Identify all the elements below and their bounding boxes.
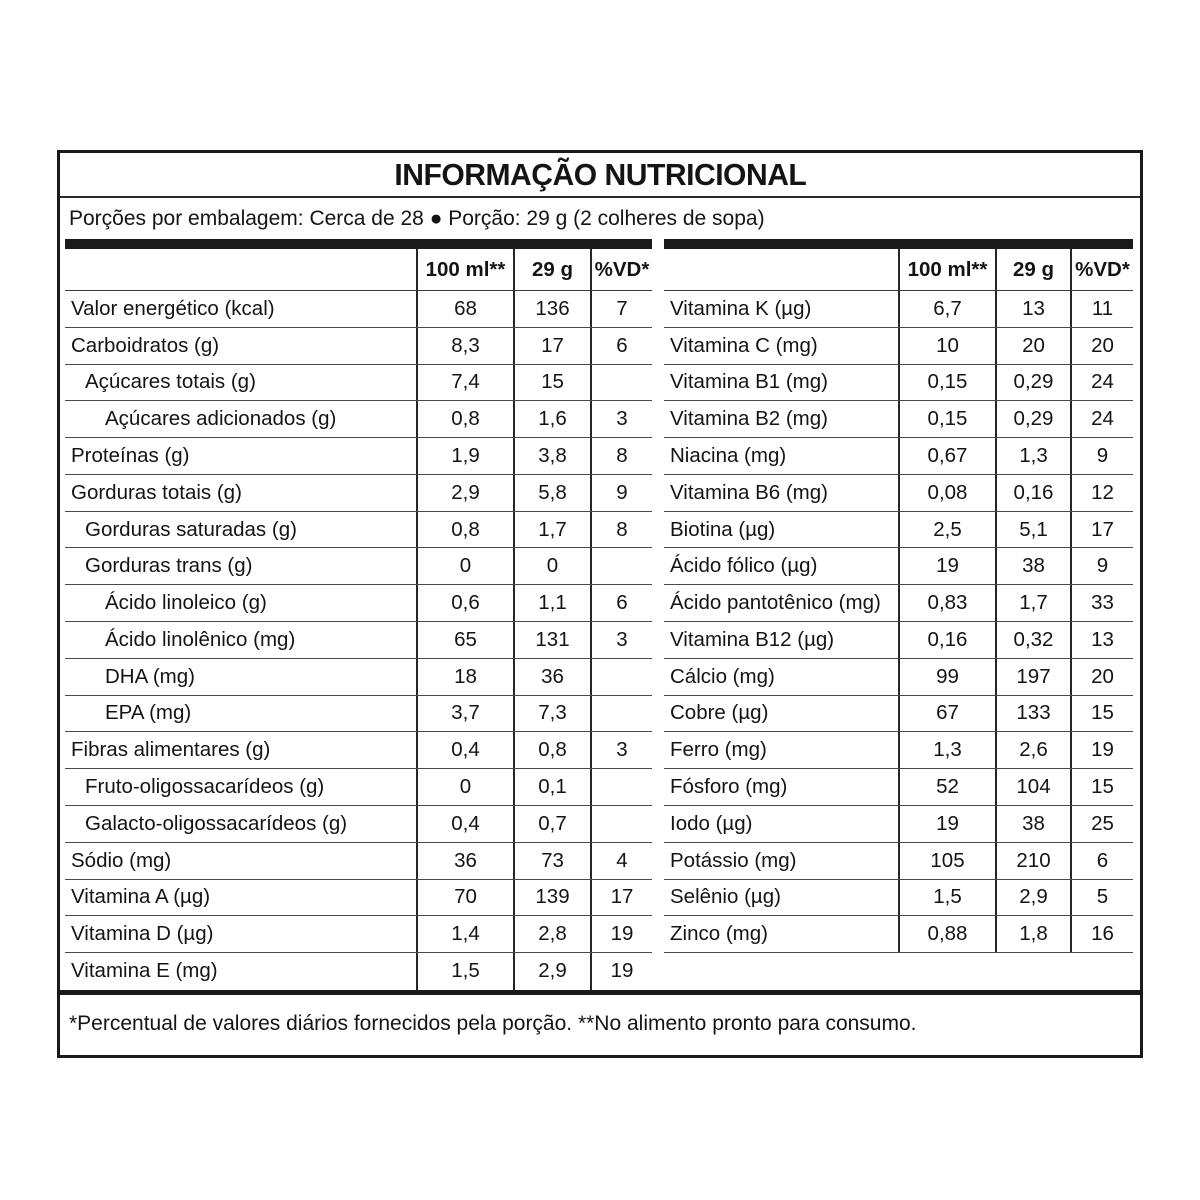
value-vd: 19 — [1070, 732, 1133, 768]
column-header-29g: 29 g — [995, 249, 1070, 290]
servings-line: Porções por embalagem: Cerca de 28 ● Porção: 29 g (2 colheres de sopa) — [69, 206, 765, 230]
nutrient-label: Vitamina K (µg) — [670, 296, 812, 320]
nutrient-label: Vitamina B2 (mg) — [670, 407, 828, 431]
value-100ml: 105 — [898, 843, 995, 879]
nutrient-label: Ácido fólico (µg) — [670, 554, 818, 578]
value-29g: 2,9 — [995, 880, 1070, 916]
value-100ml: 70 — [416, 880, 513, 916]
value-vd: 19 — [590, 953, 652, 990]
value-29g: 17 — [513, 328, 590, 364]
nutrient-label: Ácido linoleico (g) — [105, 591, 267, 615]
nutrient-label: Selênio (µg) — [670, 885, 781, 909]
value-29g: 0,32 — [995, 622, 1070, 658]
value-100ml: 1,5 — [416, 953, 513, 990]
value-100ml: 65 — [416, 622, 513, 658]
value-29g: 15 — [513, 365, 590, 401]
value-100ml: 0,67 — [898, 438, 995, 474]
value-100ml: 52 — [898, 769, 995, 805]
value-100ml: 6,7 — [898, 291, 995, 327]
value-vd — [590, 365, 652, 401]
nutrition-tables — [60, 239, 1140, 990]
table-row — [664, 696, 1133, 733]
nutrient-label: Ácido pantotênico (mg) — [670, 591, 881, 615]
column-header-29g: 29 g — [513, 249, 590, 290]
table-row — [65, 622, 652, 659]
nutrient-label: Açúcares totais (g) — [85, 370, 256, 394]
value-29g: 2,9 — [513, 953, 590, 990]
value-vd: 3 — [590, 401, 652, 437]
nutrient-label: Iodo (µg) — [670, 811, 753, 835]
column-header-100ml: 100 ml** — [416, 249, 513, 290]
nutrient-label: Açúcares adicionados (g) — [105, 407, 337, 431]
value-vd: 3 — [590, 732, 652, 768]
value-29g: 0,8 — [513, 732, 590, 768]
value-100ml: 0,83 — [898, 585, 995, 621]
value-vd — [590, 659, 652, 695]
value-vd — [590, 806, 652, 842]
value-vd: 9 — [590, 475, 652, 511]
table-row — [664, 806, 1133, 843]
value-29g: 2,6 — [995, 732, 1070, 768]
value-vd: 9 — [1070, 438, 1133, 474]
nutrition-table-left — [65, 239, 652, 990]
value-vd: 19 — [590, 916, 652, 952]
value-29g: 1,7 — [513, 512, 590, 548]
value-100ml: 0,8 — [416, 401, 513, 437]
value-29g: 131 — [513, 622, 590, 658]
table-row — [664, 916, 1133, 953]
nutrient-label: Carboidratos (g) — [71, 333, 220, 357]
value-100ml: 18 — [416, 659, 513, 695]
table-row — [65, 843, 652, 880]
value-29g: 1,6 — [513, 401, 590, 437]
nutrient-label: Vitamina C (mg) — [670, 333, 818, 357]
value-29g: 7,3 — [513, 696, 590, 732]
nutrient-label: Niacina (mg) — [670, 444, 787, 468]
column-header-blank — [664, 249, 898, 290]
value-100ml: 99 — [898, 659, 995, 695]
table-row — [65, 512, 652, 549]
value-29g: 0,7 — [513, 806, 590, 842]
value-vd: 12 — [1070, 475, 1133, 511]
value-100ml: 19 — [898, 806, 995, 842]
value-vd: 6 — [590, 585, 652, 621]
nutrient-label: Gorduras totais (g) — [71, 480, 242, 504]
value-vd: 8 — [590, 438, 652, 474]
table-row — [664, 659, 1133, 696]
value-100ml: 1,3 — [898, 732, 995, 768]
value-vd: 15 — [1070, 696, 1133, 732]
nutrient-label: Sódio (mg) — [71, 848, 172, 872]
table-row — [65, 806, 652, 843]
table-row — [664, 291, 1133, 328]
column-header-blank — [65, 249, 416, 290]
table-row — [664, 438, 1133, 475]
value-100ml: 0,6 — [416, 585, 513, 621]
header-bar — [664, 239, 1133, 249]
table-row — [664, 769, 1133, 806]
value-100ml: 0,15 — [898, 365, 995, 401]
value-vd: 25 — [1070, 806, 1133, 842]
value-29g: 20 — [995, 328, 1070, 364]
value-29g: 13 — [995, 291, 1070, 327]
table-row — [65, 401, 652, 438]
nutrient-label: Ácido linolênico (mg) — [105, 627, 296, 651]
value-vd: 24 — [1070, 401, 1133, 437]
value-100ml: 0,16 — [898, 622, 995, 658]
value-100ml: 0,8 — [416, 512, 513, 548]
nutrient-label: Vitamina B1 (mg) — [670, 370, 828, 394]
value-100ml: 8,3 — [416, 328, 513, 364]
nutrient-label: Cálcio (mg) — [670, 664, 775, 688]
table-row — [65, 659, 652, 696]
value-vd: 11 — [1070, 291, 1133, 327]
value-29g: 38 — [995, 806, 1070, 842]
table-body-right — [664, 291, 1133, 953]
value-29g: 0,29 — [995, 365, 1070, 401]
value-29g: 36 — [513, 659, 590, 695]
value-29g: 5,1 — [995, 512, 1070, 548]
value-29g: 0,29 — [995, 401, 1070, 437]
value-vd: 15 — [1070, 769, 1133, 805]
value-vd — [590, 548, 652, 584]
nutrient-label: Valor energético (kcal) — [71, 296, 275, 320]
value-100ml: 0,08 — [898, 475, 995, 511]
table-row — [664, 512, 1133, 549]
table-row — [65, 953, 652, 990]
table-row — [65, 548, 652, 585]
value-100ml: 0,4 — [416, 806, 513, 842]
table-row — [65, 291, 652, 328]
table-row — [65, 328, 652, 365]
column-header-vd: %VD* — [590, 249, 652, 290]
nutrient-label: Vitamina E (mg) — [71, 959, 218, 983]
value-100ml: 3,7 — [416, 696, 513, 732]
value-29g: 38 — [995, 548, 1070, 584]
column-header-100ml: 100 ml** — [898, 249, 995, 290]
table-header-row — [664, 249, 1133, 291]
value-vd: 17 — [1070, 512, 1133, 548]
header-bar — [65, 239, 652, 249]
table-row — [65, 769, 652, 806]
nutrient-label: Potássio (mg) — [670, 848, 797, 872]
value-100ml: 0,4 — [416, 732, 513, 768]
table-row — [664, 843, 1133, 880]
value-100ml: 0,88 — [898, 916, 995, 952]
nutrient-label: DHA (mg) — [105, 664, 195, 688]
nutrient-label: Gorduras trans (g) — [85, 554, 253, 578]
value-vd: 16 — [1070, 916, 1133, 952]
value-100ml: 10 — [898, 328, 995, 364]
table-row — [664, 328, 1133, 365]
value-29g: 0,1 — [513, 769, 590, 805]
value-100ml: 19 — [898, 548, 995, 584]
value-29g: 104 — [995, 769, 1070, 805]
value-vd: 5 — [1070, 880, 1133, 916]
nutrition-label — [57, 150, 1143, 1058]
column-header-vd: %VD* — [1070, 249, 1133, 290]
nutrient-label: Proteínas (g) — [71, 444, 190, 468]
value-29g: 2,8 — [513, 916, 590, 952]
nutrient-label: Fósforo (mg) — [670, 775, 788, 799]
value-29g: 3,8 — [513, 438, 590, 474]
value-vd: 7 — [590, 291, 652, 327]
value-29g: 0 — [513, 548, 590, 584]
value-vd: 3 — [590, 622, 652, 658]
table-row — [65, 732, 652, 769]
value-29g: 1,1 — [513, 585, 590, 621]
table-row — [65, 585, 652, 622]
nutrient-label: Zinco (mg) — [670, 922, 768, 946]
page-title: INFORMAÇÃO NUTRICIONAL — [394, 156, 806, 192]
footnote: *Percentual de valores diários fornecidos pela porção. **No alimento pronto para consumo. — [69, 1011, 917, 1035]
value-100ml: 1,5 — [898, 880, 995, 916]
table-row — [664, 548, 1133, 585]
value-100ml: 2,9 — [416, 475, 513, 511]
table-body-left — [65, 291, 652, 990]
value-100ml: 0 — [416, 769, 513, 805]
value-29g: 1,8 — [995, 916, 1070, 952]
value-vd — [590, 769, 652, 805]
value-vd: 6 — [1070, 843, 1133, 879]
nutrient-label: EPA (mg) — [105, 701, 192, 725]
value-29g: 210 — [995, 843, 1070, 879]
value-29g: 197 — [995, 659, 1070, 695]
table-row — [65, 438, 652, 475]
value-100ml: 0 — [416, 548, 513, 584]
nutrient-label: Fruto-oligossacarídeos (g) — [85, 775, 325, 799]
table-row — [664, 475, 1133, 512]
nutrient-label: Galacto-oligossacarídeos (g) — [85, 811, 348, 835]
value-100ml: 67 — [898, 696, 995, 732]
nutrient-label: Vitamina A (µg) — [71, 885, 211, 909]
value-100ml: 1,9 — [416, 438, 513, 474]
value-vd: 13 — [1070, 622, 1133, 658]
value-vd: 8 — [590, 512, 652, 548]
table-row — [664, 732, 1133, 769]
nutrition-table-right — [664, 239, 1133, 953]
value-29g: 133 — [995, 696, 1070, 732]
nutrient-label: Vitamina D (µg) — [71, 922, 214, 946]
table-row — [664, 401, 1133, 438]
value-vd: 6 — [590, 328, 652, 364]
table-row — [664, 622, 1133, 659]
title-divider — [60, 153, 1140, 198]
table-row — [664, 365, 1133, 402]
value-100ml: 36 — [416, 843, 513, 879]
value-29g: 1,3 — [995, 438, 1070, 474]
value-29g: 0,16 — [995, 475, 1070, 511]
table-header-row — [65, 249, 652, 291]
value-29g: 136 — [513, 291, 590, 327]
value-100ml: 2,5 — [898, 512, 995, 548]
nutrient-label: Vitamina B12 (µg) — [670, 627, 835, 651]
value-29g: 73 — [513, 843, 590, 879]
value-vd: 20 — [1070, 659, 1133, 695]
value-29g: 5,8 — [513, 475, 590, 511]
value-100ml: 0,15 — [898, 401, 995, 437]
table-row — [65, 696, 652, 733]
nutrient-label: Gorduras saturadas (g) — [85, 517, 297, 541]
value-29g: 1,7 — [995, 585, 1070, 621]
nutrient-label: Cobre (µg) — [670, 701, 769, 725]
value-vd: 20 — [1070, 328, 1133, 364]
table-row — [65, 916, 652, 953]
table-row — [65, 475, 652, 512]
value-vd: 4 — [590, 843, 652, 879]
value-100ml: 68 — [416, 291, 513, 327]
nutrient-label: Fibras alimentares (g) — [71, 738, 271, 762]
nutrient-label: Vitamina B6 (mg) — [670, 480, 828, 504]
value-vd: 24 — [1070, 365, 1133, 401]
table-row — [664, 585, 1133, 622]
value-100ml: 7,4 — [416, 365, 513, 401]
value-100ml: 1,4 — [416, 916, 513, 952]
value-29g: 139 — [513, 880, 590, 916]
nutrient-label: Ferro (mg) — [670, 738, 767, 762]
value-vd: 17 — [590, 880, 652, 916]
table-row — [65, 880, 652, 917]
value-vd: 33 — [1070, 585, 1133, 621]
value-vd: 9 — [1070, 548, 1133, 584]
table-row — [65, 365, 652, 402]
value-vd — [590, 696, 652, 732]
table-row — [664, 880, 1133, 917]
nutrient-label: Biotina (µg) — [670, 517, 776, 541]
